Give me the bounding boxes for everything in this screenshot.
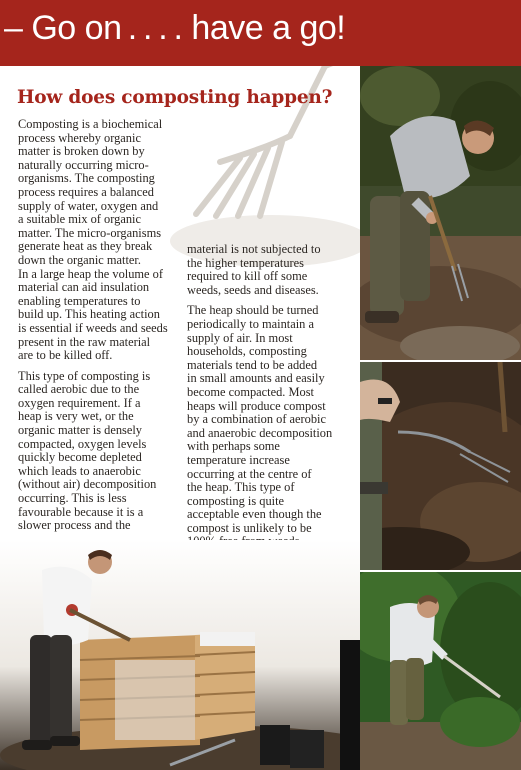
text-line: called aerobic due to the xyxy=(18,382,140,397)
text-line: Composting is a biochemical xyxy=(18,117,163,131)
text-line: oxygen requirement. If a xyxy=(18,395,141,410)
text-line: generate heat as they break xyxy=(18,239,153,254)
page-title: – Go on . . . . have a go! xyxy=(4,9,346,47)
text-line: (without air) decomposition xyxy=(18,477,157,492)
photo-man-raking-bed xyxy=(360,572,521,770)
text-line: This type of composting is xyxy=(18,368,151,383)
text-line: a suitable mix of organic xyxy=(18,212,141,227)
paragraph xyxy=(187,304,359,562)
text-line: organisms. The composting xyxy=(18,171,155,186)
text-line: In a large heap the volume of xyxy=(18,266,163,281)
paragraph xyxy=(18,118,190,363)
text-line: are to be killed off. xyxy=(18,348,113,363)
text-line: occurring at the centre of xyxy=(187,466,312,481)
text-line: supply of water, oxygen and xyxy=(18,198,159,213)
photo-man-digging-with-fork xyxy=(360,66,521,360)
text-line: enabling temperatures to xyxy=(18,293,141,308)
text-line: quickly become depleted xyxy=(18,450,142,465)
photo-man-with-compost-bins xyxy=(0,540,360,770)
text-line: required to kill off some xyxy=(187,269,308,284)
text-line: in small amounts and easily xyxy=(187,371,325,386)
text-line: weeds, seeds and diseases. xyxy=(187,282,319,297)
text-line: heaps will produce compost xyxy=(187,398,326,413)
text-line: The heap should be turned xyxy=(187,303,319,318)
text-line: households, composting xyxy=(187,344,307,359)
text-line: matter. The micro-organisms xyxy=(18,225,162,240)
text-line: composting is quite xyxy=(187,493,285,508)
text-line: become compacted. Most xyxy=(187,384,314,399)
text-line: supply of air. In most xyxy=(187,330,293,345)
text-line: periodically to maintain a xyxy=(187,316,314,331)
article-heading: How does composting happen? xyxy=(17,87,333,108)
text-line: favourable because it is a xyxy=(18,504,144,519)
text-line: the higher temperatures xyxy=(187,255,304,270)
text-line: is essential if weeds and seeds xyxy=(18,320,168,335)
text-line: slower process and the xyxy=(18,518,131,533)
text-line: heap is very wet, or the xyxy=(18,409,134,424)
text-line: with perhaps some xyxy=(187,439,280,454)
text-line: the heap. This type of xyxy=(187,480,295,495)
paragraph xyxy=(187,243,359,297)
text-column-2 xyxy=(187,243,359,570)
text-line: occurring. This is less xyxy=(18,491,127,506)
paragraph xyxy=(18,370,190,533)
text-line: temperature increase xyxy=(187,452,290,467)
text-line: by a combination of aerobic xyxy=(187,412,327,427)
text-line: compost is unlikely to be xyxy=(187,520,312,535)
text-line: compacted, oxygen levels xyxy=(18,436,147,451)
photo-fork-turning-compost xyxy=(360,362,521,570)
text-line: and anaerobic decomposition xyxy=(187,425,333,440)
text-line: acceptable even though the xyxy=(187,507,322,522)
text-line: matter is broken down by xyxy=(18,144,145,159)
text-line: materials tend to be added xyxy=(187,357,318,372)
text-line: naturally occurring micro- xyxy=(18,157,149,172)
text-line: process requires a balanced xyxy=(18,184,154,199)
text-line: which leads to anaerobic xyxy=(18,463,141,478)
text-line: material can aid insulation xyxy=(18,280,150,295)
text-line: build up. This heating action xyxy=(18,307,160,322)
title-banner xyxy=(0,0,521,66)
text-line: organic matter is densely xyxy=(18,423,142,438)
text-line: process whereby organic xyxy=(18,130,141,145)
text-line: material is not subjected to xyxy=(187,242,321,256)
text-line: present in the raw material xyxy=(18,334,151,349)
text-column-1 xyxy=(18,118,190,540)
text-line: down the organic matter. xyxy=(18,252,141,267)
